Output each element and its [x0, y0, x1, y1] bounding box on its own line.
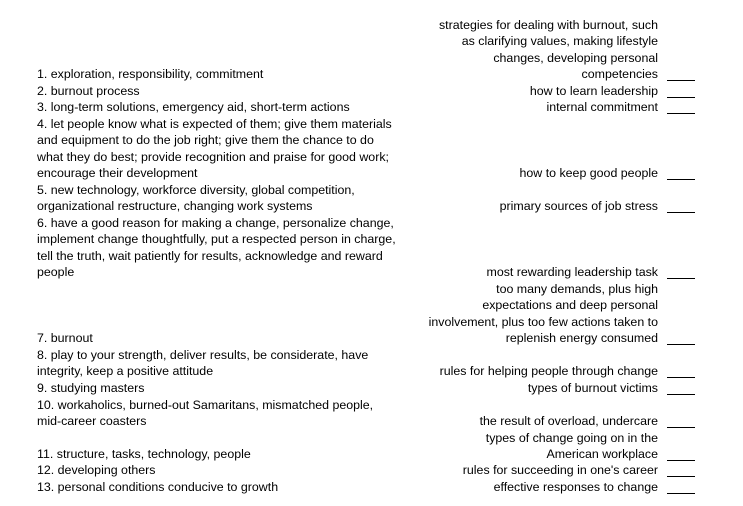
answer-blank-9[interactable]: [667, 394, 695, 395]
right-item-1-line-3: changes, developing personal: [493, 51, 658, 65]
answer-blank-5[interactable]: [667, 212, 695, 213]
right-item-3: internal commitment: [546, 100, 658, 114]
right-item-7-line-2: expectations and deep personal: [482, 298, 658, 312]
answer-blank-6[interactable]: [667, 278, 695, 279]
left-item-11: 11. structure, tasks, technology, people: [37, 447, 251, 461]
right-item-1-line-1: strategies for dealing with burnout, such: [438, 18, 658, 32]
answer-blank-10[interactable]: [667, 427, 695, 428]
left-item-6-line-1: 6. have a good reason for making a change, personalize change,: [37, 216, 394, 230]
answer-blank-1[interactable]: [667, 80, 695, 81]
left-item-4-line-4: encourage their development: [37, 166, 198, 180]
left-item-6-line-3: tell the truth, wait patiently for results, acknowledge and reward: [37, 249, 383, 263]
left-item-13: 13. personal conditions conducive to growth: [37, 480, 279, 494]
right-item-7-line-3: involvement, plus too few actions taken to: [428, 315, 658, 329]
left-item-10-line-2: mid-career coasters: [37, 414, 147, 428]
right-item-11-line-2: American workplace: [546, 447, 658, 461]
answer-blank-8[interactable]: [667, 377, 695, 378]
right-item-1-line-4: competencies: [581, 67, 658, 81]
right-item-8: rules for helping people through change: [439, 364, 658, 378]
left-item-4-line-3: what they do best; provide recognition and praise for good work;: [37, 150, 389, 164]
left-item-8-line-1: 8. play to your strength, deliver results, be considerate, have: [37, 348, 369, 362]
left-item-4-line-2: and equipment to do the job right; give them the chance to do: [37, 133, 374, 147]
right-item-10: the result of overload, undercare: [479, 414, 658, 428]
left-item-3: 3. long-term solutions, emergency aid, short-term actions: [37, 100, 350, 114]
right-item-9: types of burnout victims: [527, 381, 658, 395]
right-item-6: most rewarding leadership task: [486, 265, 658, 279]
right-item-2: how to learn leadership: [529, 84, 658, 98]
right-item-13: effective responses to change: [493, 480, 658, 494]
left-item-5-line-1: 5. new technology, workforce diversity, global competition,: [37, 183, 355, 197]
left-item-1: 1. exploration, responsibility, commitment: [37, 67, 264, 81]
right-item-12: rules for succeeding in one's career: [462, 463, 658, 477]
left-item-7: 7. burnout: [37, 331, 93, 345]
left-item-4-line-1: 4. let people know what is expected of them; give them materials: [37, 117, 392, 131]
answer-blank-12[interactable]: [667, 476, 695, 477]
right-item-4: how to keep good people: [519, 166, 658, 180]
right-item-11-line-1: types of change going on in the: [485, 431, 658, 445]
answer-blank-13[interactable]: [667, 493, 695, 494]
answer-blank-11[interactable]: [667, 460, 695, 461]
answer-blank-2[interactable]: [667, 97, 695, 98]
right-item-7-line-4: replenish energy consumed: [505, 331, 658, 345]
left-item-9: 9. studying masters: [37, 381, 145, 395]
left-item-8-line-2: integrity, keep a positive attitude: [37, 364, 214, 378]
answer-blank-3[interactable]: [667, 113, 695, 114]
answer-blank-7[interactable]: [667, 344, 695, 345]
left-item-6-line-4: people: [37, 265, 75, 279]
left-item-5-line-2: organizational restructure, changing work systems: [37, 199, 313, 213]
right-item-1-line-2: as clarifying values, making lifestyle: [461, 34, 658, 48]
left-item-6-line-2: implement change thoughtfully, put a respected person in charge,: [37, 232, 396, 246]
left-item-10-line-1: 10. workaholics, burned-out Samaritans, mismatched people,: [37, 398, 374, 412]
answer-blank-4[interactable]: [667, 179, 695, 180]
right-item-7-line-1: too many demands, plus high: [496, 282, 658, 296]
right-item-5: primary sources of job stress: [499, 199, 658, 213]
left-item-2: 2. burnout process: [37, 84, 140, 98]
left-item-12: 12. developing others: [37, 463, 156, 477]
